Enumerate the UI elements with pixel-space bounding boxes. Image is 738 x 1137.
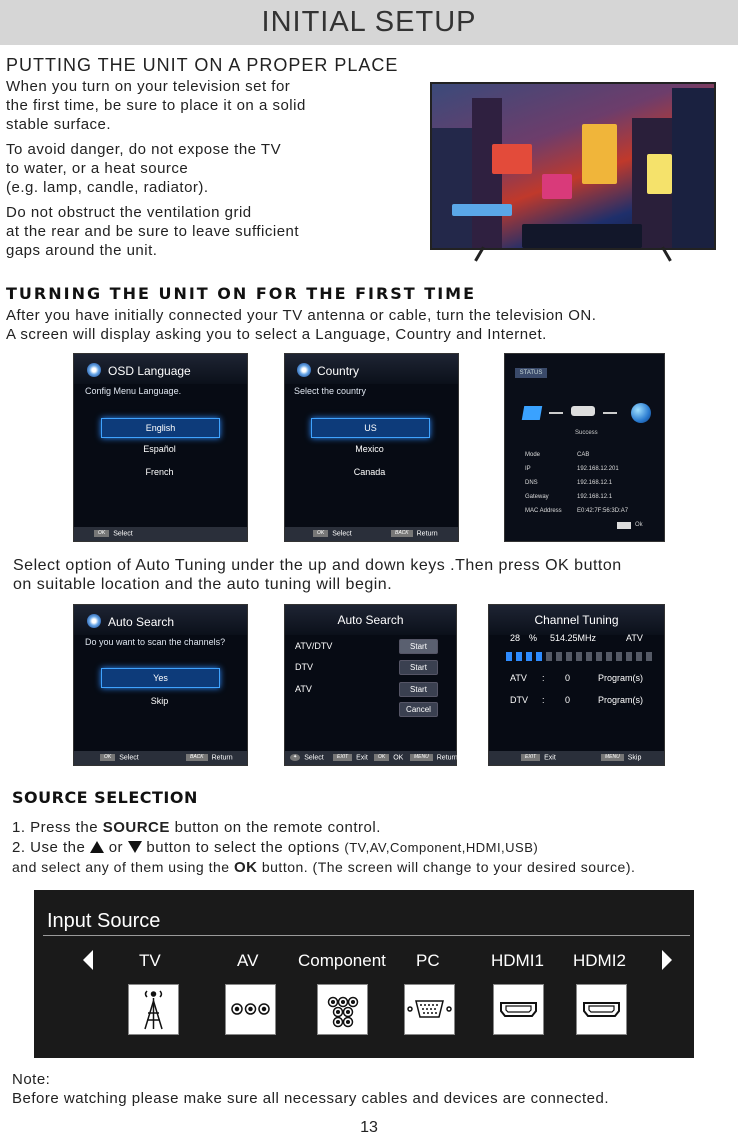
step1-pre: 1. Press the <box>12 819 103 836</box>
tv-photo <box>430 82 716 250</box>
start-button-atv-dtv[interactable]: Start <box>399 639 438 654</box>
network-row <box>525 452 660 466</box>
country-screen: Country Select the country US Mexico Canada OK Select BACK Return <box>284 353 459 542</box>
row-count: 0 <box>565 695 571 705</box>
start-button-dtv[interactable]: Start <box>399 660 438 675</box>
step2-pre: 2. Use the <box>12 839 91 856</box>
row-label-atv-dtv: ATV/DTV <box>295 641 333 651</box>
first-time-line-1: After you have initially connected your TV antenna or cable, turn the television ON. <box>6 307 597 324</box>
arrow-icon <box>603 412 617 414</box>
note-text: Before watching please make sure all necessary cables and devices are connected. <box>12 1090 609 1107</box>
option-yes[interactable]: Yes <box>101 668 220 688</box>
screen-title: OSD Language <box>108 364 191 378</box>
network-row <box>525 494 660 508</box>
step2-post: button to select the options <box>141 839 345 856</box>
foot-select: Select <box>113 530 133 538</box>
screen-title: Channel Tuning <box>534 613 619 627</box>
screen-title: Auto Search <box>108 615 175 629</box>
exit-chip: EXIT <box>521 754 540 761</box>
step3-post: button. (The screen will change to your desired source). <box>257 859 636 875</box>
network-details <box>525 452 660 522</box>
arrow-icon <box>549 412 563 414</box>
title-bar <box>0 0 738 45</box>
option-us[interactable]: US <box>311 418 430 438</box>
progress-segment <box>646 652 652 661</box>
source-key: SOURCE <box>102 819 170 836</box>
ok-chip: OK <box>374 754 389 761</box>
hdmi-port-icon[interactable] <box>493 984 544 1035</box>
network-row-value: CAB <box>577 452 590 458</box>
osd-language-screen: OSD Language Config Menu Language. English Español French OK Select <box>73 353 248 542</box>
hdmi-port-icon[interactable] <box>576 984 627 1035</box>
network-row-label: MAC Address <box>525 508 562 514</box>
down-arrow-icon <box>128 841 142 853</box>
placement-line: When you turn on your television set for <box>6 78 291 95</box>
first-time-line-2: A screen will display asking you to select a Language, Country and Internet. <box>6 326 547 343</box>
page-title: INITIAL SETUP <box>261 6 477 38</box>
screen-title: Country <box>317 364 360 378</box>
source-heading: SOURCE SELECTION <box>12 788 198 807</box>
progress-segment <box>626 652 632 661</box>
auto-tune-line-2: on suitable location and the auto tuning will begin. <box>13 576 393 593</box>
tuning-progress-bar <box>506 652 656 661</box>
menu-chip: MENU <box>410 754 433 761</box>
left-arrow-icon[interactable] <box>83 950 93 970</box>
option-espanol[interactable]: Español <box>143 444 176 454</box>
foot-ok: Ok <box>635 522 643 528</box>
component-jack-icon[interactable] <box>317 984 368 1035</box>
placement-text <box>6 77 306 260</box>
progress-segment <box>606 652 612 661</box>
vga-port-icon[interactable] <box>404 984 455 1035</box>
step1-post: button on the remote control. <box>169 819 381 836</box>
up-arrow-icon <box>90 841 104 853</box>
source-label-hdmi2[interactable]: HDMI2 <box>573 951 626 970</box>
progress-segment <box>636 652 642 661</box>
tuning-mode: ATV <box>626 633 643 643</box>
progress-segment <box>516 652 522 661</box>
row-sep: : <box>542 673 545 683</box>
status-text: Success <box>575 430 598 436</box>
menu-chip: MENU <box>601 754 624 761</box>
screen-title: Auto Search <box>337 613 404 627</box>
exit-chip: EXIT <box>333 754 352 761</box>
network-row-label: Gateway <box>525 494 549 500</box>
row-count: 0 <box>565 673 571 683</box>
progress-segment <box>556 652 562 661</box>
progress-segment <box>616 652 622 661</box>
progress-segment <box>546 652 552 661</box>
progress-segment <box>576 652 582 661</box>
source-step-3 <box>12 858 635 877</box>
tv-icon <box>522 406 542 420</box>
antenna-icon[interactable] <box>128 984 179 1035</box>
globe-icon <box>631 403 651 423</box>
foot-exit: Exit <box>356 754 368 762</box>
step2-or: or <box>104 839 128 856</box>
panel-title: Input Source <box>47 910 161 932</box>
ok-key: OK <box>233 859 258 876</box>
network-row <box>525 480 660 494</box>
source-label-pc[interactable]: PC <box>416 951 440 970</box>
network-row <box>525 508 660 522</box>
row-type: ATV <box>510 673 527 683</box>
note-label: Note: <box>12 1071 51 1088</box>
option-english[interactable]: English <box>101 418 220 438</box>
progress-segment <box>566 652 572 661</box>
auto-search-question-screen: Auto Search Do you want to scan the channels? Yes Skip OK Select BACK Return <box>73 604 248 766</box>
foot-ok: OK <box>393 754 404 762</box>
foot-return: Return <box>211 754 233 762</box>
placement-line: at the rear and be sure to leave sufficient <box>6 223 300 240</box>
placement-line: gaps around the unit. <box>6 242 158 259</box>
placement-line: the first time, be sure to place it on a solid <box>6 97 306 114</box>
network-row-label: IP <box>525 466 531 472</box>
row-sep: : <box>542 695 545 705</box>
network-row-label: DNS <box>525 480 538 486</box>
progress-segment <box>596 652 602 661</box>
source-label-av[interactable]: AV <box>237 951 259 970</box>
network-row-label: Mode <box>525 452 541 458</box>
placement-line: to water, or a heat source <box>6 160 189 177</box>
network-row <box>525 466 660 480</box>
option-canada[interactable]: Canada <box>353 467 386 477</box>
option-french[interactable]: French <box>145 467 174 477</box>
network-row-value: E0:42:7F:56:3D:A7 <box>577 508 629 514</box>
row-label-atv: ATV <box>295 684 312 694</box>
placement-line: stable surface. <box>6 116 112 133</box>
foot-exit: Exit <box>544 754 556 762</box>
progress-segment <box>526 652 532 661</box>
percent-value: 28 <box>510 633 521 643</box>
foot-select: Select <box>119 754 139 762</box>
foot-return: Return <box>436 754 458 762</box>
option-skip[interactable]: Skip <box>150 696 169 706</box>
page-number: 13 <box>360 1119 378 1136</box>
foot-skip: Skip <box>627 754 642 762</box>
status-tag: STATUS <box>515 368 547 378</box>
network-row-value: 192.168.12.1 <box>577 480 613 486</box>
percent-sign: % <box>529 633 538 643</box>
placement-heading: PUTTING THE UNIT ON A PROPER PLACE <box>6 55 399 75</box>
frequency: 514.25MHz <box>550 633 597 643</box>
disc-icon <box>297 363 311 377</box>
disc-icon <box>87 614 101 628</box>
step2-options: (TV,AV,Component,HDMI,USB) <box>344 840 539 855</box>
disc-icon <box>87 363 101 377</box>
router-icon <box>571 406 595 416</box>
placement-line: To avoid danger, do not expose the TV <box>6 141 282 158</box>
row-unit: Program(s) <box>598 673 644 683</box>
foot-return: Return <box>416 530 438 538</box>
source-step-2 <box>12 838 538 857</box>
source-label-tv[interactable]: TV <box>139 951 161 970</box>
foot-select: Select <box>304 754 324 762</box>
auto-search-mode-screen: Auto Search ATV/DTV Start DTV Start ATV Start Cancel ✦ Select EXIT Exit OK OK MENU Return <box>284 604 457 766</box>
screen-subtitle: Config Menu Language. <box>85 386 182 396</box>
source-label-component[interactable]: Component <box>298 951 386 970</box>
input-source-panel <box>34 890 694 1058</box>
progress-segment <box>506 652 512 661</box>
network-screen <box>504 353 665 542</box>
first-time-heading: TURNING THE UNIT ON FOR THE FIRST TIME <box>6 284 477 303</box>
network-row-value: 192.168.12.1 <box>577 494 613 500</box>
start-button-atv[interactable]: Start <box>399 682 438 697</box>
row-label-dtv: DTV <box>295 662 313 672</box>
step3-pre: and select any of them using the <box>12 859 234 875</box>
option-mexico[interactable]: Mexico <box>355 444 384 454</box>
placement-line: (e.g. lamp, candle, radiator). <box>6 179 209 196</box>
row-unit: Program(s) <box>598 695 644 705</box>
screen-subtitle: Select the country <box>294 386 367 396</box>
foot-select: Select <box>332 530 352 538</box>
network-row-value: 192.168.12.201 <box>577 466 619 472</box>
ok-chip <box>617 522 631 529</box>
screen-subtitle: Do you want to scan the channels? <box>85 637 226 647</box>
channel-tuning-screen <box>488 604 665 766</box>
row-type: DTV <box>510 695 528 705</box>
cancel-button[interactable]: Cancel <box>399 702 438 717</box>
placement-line: Do not obstruct the ventilation grid <box>6 204 252 221</box>
source-label-hdmi1[interactable]: HDMI1 <box>491 951 544 970</box>
source-step-1 <box>12 818 381 837</box>
progress-segment <box>536 652 542 661</box>
progress-segment <box>586 652 592 661</box>
auto-tune-line-1: Select option of Auto Tuning under the up and down keys .Then press OK button <box>13 557 622 574</box>
right-arrow-icon[interactable] <box>662 950 672 970</box>
av-jack-icon[interactable] <box>225 984 276 1035</box>
